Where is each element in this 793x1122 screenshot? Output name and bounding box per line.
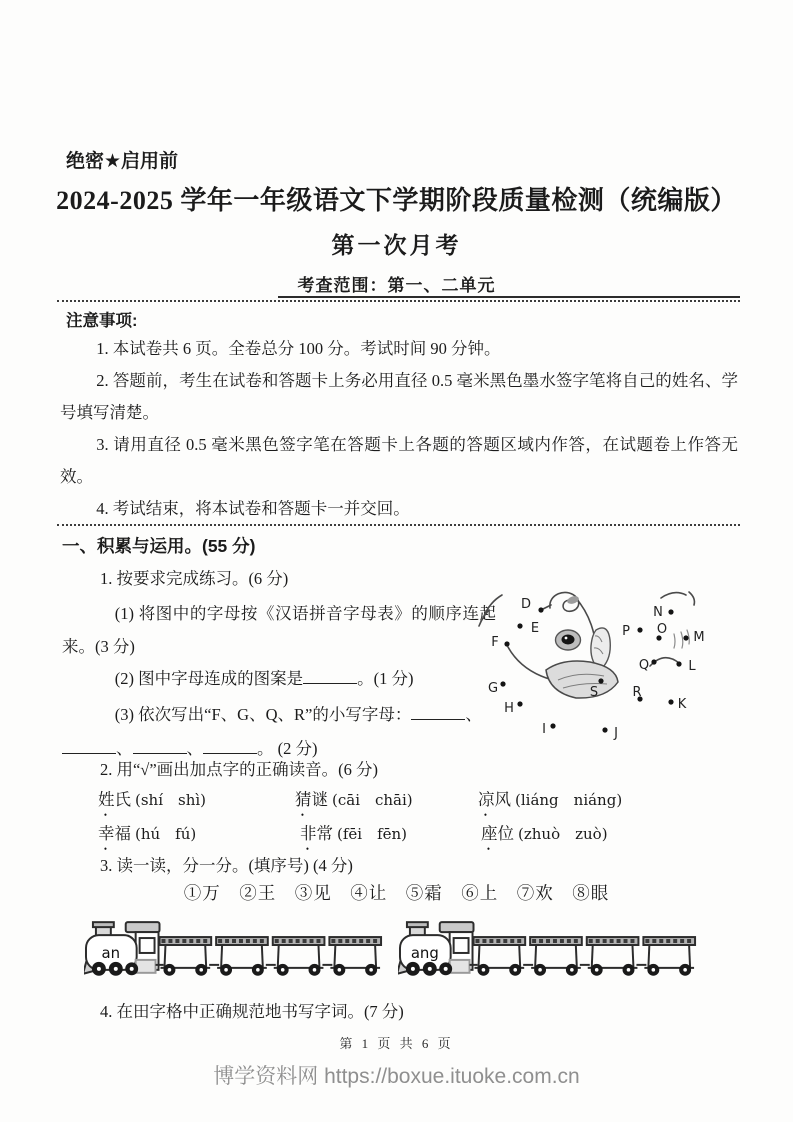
steam-dome (126, 922, 160, 932)
engine-wheels (406, 962, 452, 976)
blank-separator: 、 (116, 739, 133, 758)
deco-arc (661, 593, 686, 598)
pectoral-fin (546, 661, 618, 698)
word-pinyin-cell (98, 786, 206, 810)
section-1-heading: 一、积累与运用。(55 分) (62, 536, 256, 556)
letter-label: O (656, 622, 668, 637)
notice-heading: 注意事项: (66, 312, 138, 330)
dotted-divider-top (57, 300, 740, 302)
marked-char: 非 (300, 824, 317, 843)
fish-eye-glint (565, 637, 568, 640)
dotted-divider-middle (57, 524, 740, 526)
blank-separator: 、 (465, 705, 482, 724)
word-pinyin-cell (98, 820, 196, 844)
cab-window (454, 938, 469, 953)
chimney-cap (407, 922, 428, 927)
deco-arc (689, 592, 694, 605)
letter-label: R (632, 685, 642, 700)
blank-separator: 、 (186, 739, 203, 758)
letter-label: E (530, 621, 540, 636)
question-1-stem: 1. 按要求完成练习。(6 分) (99, 569, 289, 588)
fish-eye-pupil (562, 635, 575, 645)
train-cars (156, 937, 382, 976)
watermark: 博学资料网 https://boxue.ituoke.com.cn (213, 1065, 580, 1088)
question-1-sub-2 (62, 665, 522, 689)
page-footer: 第 1 页 共 6 页 (339, 1036, 454, 1051)
question-3-stem: 3. 读一读，分一分。(填序号) (4 分) (99, 856, 353, 875)
word-rest: 氏 (114, 790, 131, 809)
notice-item: 4. 考试结束，将本试卷和答题卡一并交回。 (96, 499, 410, 518)
marked-char: 凉 (478, 790, 495, 809)
answer-blank (303, 669, 357, 684)
letter-label: D (520, 597, 532, 612)
sub-3-score: (2 分) (277, 739, 318, 758)
marked-char: 猜 (295, 790, 312, 809)
letter-label: M (693, 630, 705, 645)
letter-label: K (677, 697, 687, 712)
sub-2-text: (2) 图中字母连成的图案是 (114, 669, 304, 688)
exam-title: 2024-2025 学年一年级语文下学期阶段质量检测（统编版） (56, 186, 737, 215)
pinyin-options: (shí shì) (135, 791, 207, 809)
train-label: an (101, 943, 121, 962)
pinyin-options: (cāi chāi) (332, 791, 413, 809)
word-rest: 常 (316, 824, 333, 843)
marked-char: 幸 (98, 824, 115, 843)
notice-item: 2. 答题前，考生在试卷和答题卡上务必用直径 0.5 毫米黑色墨水签字笔将自己的姓名、学号填写清楚。 (60, 371, 738, 422)
answer-blank (411, 705, 465, 720)
train-cars (470, 937, 696, 976)
secret-label: 绝密★启用前 (66, 151, 179, 172)
answer-blank (203, 739, 257, 754)
notice-list (60, 333, 738, 525)
pinyin-options: (hú fú) (135, 825, 197, 843)
engine-skirt (450, 960, 470, 973)
pinyin-options: (zhuò zuò) (518, 825, 608, 843)
letter-label: F (491, 635, 499, 650)
letter-label: G (487, 681, 499, 696)
cab-window (140, 938, 155, 953)
exam-scope: 考查范围：第一、二单元 (297, 276, 496, 295)
pinyin-options: (fēi fēn) (337, 825, 408, 843)
word-rest: 谜 (311, 790, 328, 809)
notice-item: 3. 请用直径 0.5 毫米黑色签字笔在答题卡上各题的答题区域内作答，在试题卷上作答无效。 (60, 435, 738, 486)
train-figure-ang (398, 908, 704, 984)
answer-blank (133, 739, 187, 754)
chimney-cap (93, 922, 114, 927)
question-2-stem: 2. 用“√”画出加点字的正确读音。(6 分) (99, 760, 379, 779)
word-rest: 福 (114, 824, 131, 843)
word-pinyin-cell (478, 786, 622, 810)
sub-3-period: 。 (257, 739, 274, 758)
marked-char: 姓 (98, 790, 115, 809)
word-rest: 风 (494, 790, 511, 809)
letter-label: Q (638, 658, 650, 673)
engine-wheels (92, 962, 138, 976)
deco-dash (674, 634, 675, 648)
word-pinyin-cell (295, 786, 413, 810)
engine-skirt (136, 960, 156, 973)
train-figure-an (84, 908, 390, 984)
question-1-sub-1: (1) 将图中的字母按《汉语拼音字母表》的顺序连起来。(3 分) (62, 604, 496, 656)
train-label: ang (410, 943, 439, 962)
sub-2-score: 。(1 分) (357, 669, 414, 688)
curl-shade (566, 595, 580, 605)
letter-label: L (688, 659, 696, 674)
head-arc (479, 610, 489, 626)
notice-item: 1. 本试卷共 6 页。全卷总分 100 分。考试时间 90 分钟。 (96, 339, 501, 358)
word-pinyin-cell (300, 820, 407, 844)
numbered-options-line: ①万 ②王 ③见 ④让 ⑤霜 ⑥上 ⑦欢 ⑧眼 (183, 883, 610, 903)
steam-dome (440, 922, 474, 932)
scope-underline (278, 296, 740, 298)
answer-blank (62, 739, 116, 754)
letter-label: N (653, 605, 663, 620)
question-4-stem: 4. 在田字格中正确规范地书写字词。(7 分) (99, 1002, 404, 1021)
letter-label: P (622, 624, 630, 639)
exam-subtitle: 第一次月考 (331, 233, 462, 258)
deco-dash (681, 632, 683, 648)
word-pinyin-cell (481, 820, 608, 844)
letter-label: S (589, 685, 599, 700)
letter-label: H (504, 701, 514, 716)
connect-dots-fish-figure (478, 572, 743, 767)
word-rest: 位 (497, 824, 514, 843)
letter-label: J (614, 726, 618, 741)
pinyin-options: (liáng niáng) (515, 791, 623, 809)
sub-3-text: (3) 依次写出“F、G、Q、R”的小写字母： (114, 705, 412, 724)
letter-label: I (542, 722, 546, 737)
marked-char: 座 (481, 824, 498, 843)
